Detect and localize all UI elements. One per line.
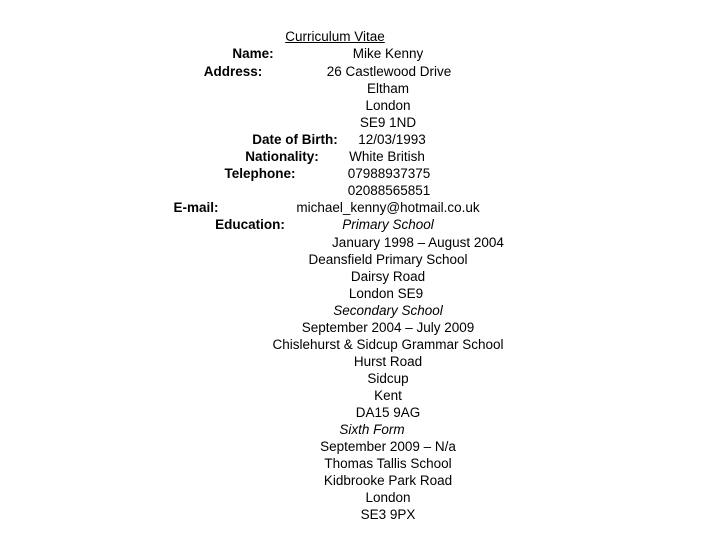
education-line: Kent: [374, 388, 402, 403]
address-line: Eltham: [366, 81, 410, 96]
address-line: SE9 1ND: [359, 115, 417, 130]
cv-title: Curriculum Vitae: [285, 29, 385, 44]
email-value: michael_kenny@hotmail.co.uk: [296, 200, 480, 215]
nationality-label: Nationality:: [245, 149, 319, 164]
education-heading: Primary School: [342, 217, 434, 232]
education-line: Sidcup: [367, 371, 409, 386]
name-value: Mike Kenny: [352, 46, 424, 61]
address-line: 26 Castlewood Drive: [326, 64, 452, 79]
education-line: DA15 9AG: [355, 405, 421, 420]
education-dates: September 2009 – N/a: [320, 439, 456, 454]
telephone-label: Telephone:: [224, 166, 296, 181]
telephone-value: 02088565851: [347, 183, 431, 198]
address-label: Address:: [203, 64, 263, 79]
nationality-value: White British: [349, 149, 425, 164]
name-label: Name:: [232, 46, 274, 61]
email-label: E-mail:: [173, 200, 219, 215]
telephone-value: 07988937375: [347, 166, 431, 181]
education-line: SE3 9PX: [360, 507, 416, 522]
education-label: Education:: [215, 217, 285, 232]
education-line: Kidbrooke Park Road: [323, 473, 453, 488]
address-line: London: [365, 98, 411, 113]
education-line: Thomas Tallis School: [324, 456, 452, 471]
education-line: Dairsy Road: [350, 269, 426, 284]
dob-label: Date of Birth:: [252, 132, 338, 147]
education-heading: Sixth Form: [339, 422, 405, 437]
dob-value: 12/03/1993: [358, 132, 426, 147]
education-line: London: [365, 490, 411, 505]
education-line: London SE9: [348, 286, 424, 301]
education-dates: September 2004 – July 2009: [301, 320, 475, 335]
education-line: Deansfield Primary School: [308, 252, 468, 267]
education-heading: Secondary School: [333, 303, 443, 318]
education-dates: January 1998 – August 2004: [332, 235, 504, 250]
education-line: Hurst Road: [353, 354, 423, 369]
education-line: Chislehurst & Sidcup Grammar School: [272, 337, 504, 352]
